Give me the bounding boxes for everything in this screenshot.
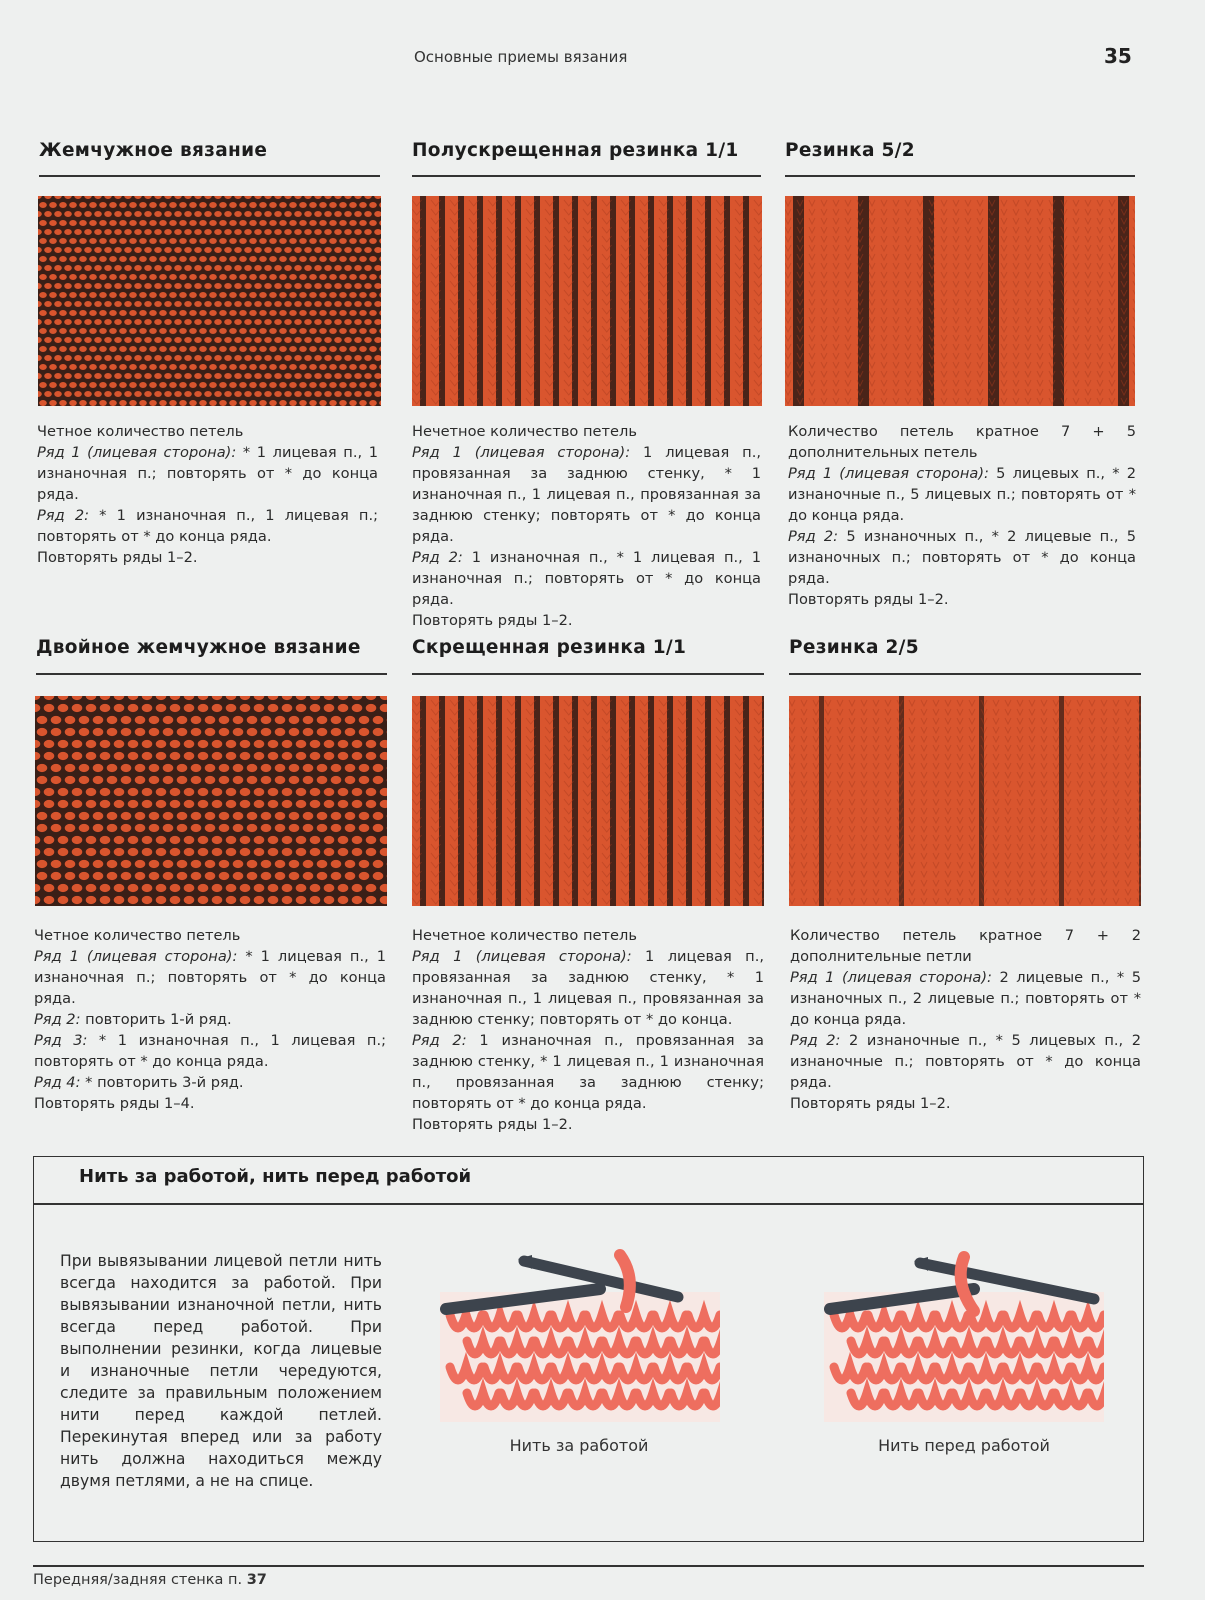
yarn-behind-illustration (440, 1237, 720, 1422)
description-line (412, 547, 761, 610)
yarn-position-box (33, 1156, 1144, 1542)
row-instructions: 5 изнаночных п., * 2 лицевые п., 5 изнаночных п.; повторять от * до конца ряда. (788, 528, 1136, 587)
row-instructions: * 1 изнаночная п., 1 лицевая п.; повторять от * до конца ряда. (34, 1032, 387, 1070)
swatch-texture (38, 196, 381, 406)
swatch-image (412, 196, 762, 406)
row-label: Ряд 2: (412, 549, 463, 566)
row-label: Ряд 1 (лицевая сторона): (34, 948, 238, 965)
description-line (412, 442, 761, 547)
description-line (34, 1009, 386, 1030)
row-label: Ряд 1 (лицевая сторона): (412, 948, 632, 965)
row-label: Ряд 2: (790, 1032, 841, 1049)
row-instructions: * 1 изнаночная п., 1 лицевая п.; повторять от * до конца ряда. (37, 507, 379, 545)
title-rule (39, 175, 380, 177)
title-rule (785, 175, 1135, 177)
pattern-title: Скрещенная резинка 1/1 (412, 637, 687, 658)
pattern-description (790, 925, 1141, 1114)
pattern-title: Резинка 5/2 (785, 140, 915, 161)
row-instructions: 1 лицевая п., провязанная за заднюю стенку, * 1 изнаночная п., 1 лицевая п., провязанная за заднюю стенку; повторять от * до конца. (412, 948, 764, 1028)
description-line: Четное количество петель (34, 927, 241, 944)
description-line (412, 946, 764, 1030)
row-instructions: 1 изнаночная п., провязанная за заднюю стенку, * 1 лицевая п., 1 изнаночная п., провязанная за заднюю стенку; повторять от * до конца ряда. (412, 1032, 764, 1112)
description-line (790, 1030, 1141, 1093)
row-label: Ряд 1 (лицевая сторона): (37, 444, 237, 461)
pattern-description (412, 421, 761, 631)
description-line: Нечетное количество петель (412, 423, 637, 440)
row-label: Ряд 4: (34, 1074, 81, 1091)
swatch-image (35, 696, 387, 906)
pattern-title: Жемчужное вязание (39, 140, 268, 161)
pattern-title: Полускрещенная резинка 1/1 (412, 140, 739, 161)
pattern-description (412, 925, 764, 1135)
box-title: Нить за работой, нить перед работой (79, 1166, 472, 1187)
footer-text: Передняя/задняя стенка п. (33, 1572, 247, 1588)
row-label: Ряд 1 (лицевая сторона): (412, 444, 631, 461)
row-label: Ряд 3: (34, 1032, 88, 1049)
footer-cross-reference (33, 1572, 267, 1588)
row-instructions: 2 лицевые п., * 5 изнаночных п., 2 лицевые п.; повторять от * до конца ряда. (790, 969, 1141, 1028)
row-instructions: повторить 1-й ряд. (80, 1011, 232, 1028)
description-line: Повторять ряды 1–2. (788, 591, 949, 608)
box-rule (34, 1203, 1143, 1205)
description-line (34, 1072, 386, 1093)
pattern-description (34, 925, 386, 1114)
footer-rule (33, 1565, 1144, 1567)
row-instructions: 1 лицевая п., провязанная за заднюю стенку, * 1 изнаночная п., 1 лицевая п., провязанная за заднюю стенку; повторять от * до конца ряда. (412, 444, 761, 545)
row-label: Ряд 1 (лицевая сторона): (788, 465, 989, 482)
yarn-front-illustration (824, 1237, 1104, 1422)
title-rule (412, 175, 761, 177)
description-line: Повторять ряды 1–2. (412, 612, 573, 629)
swatch-image (38, 196, 381, 406)
description-line: Повторять ряды 1–4. (34, 1095, 195, 1112)
row-instructions: 1 изнаночная п., * 1 лицевая п., 1 изнаночная п.; повторять от * до конца ряда. (412, 549, 761, 608)
pattern-description (788, 421, 1136, 610)
row-instructions: 5 лицевых п., * 2 изнаночные п., 5 лицевых п.; повторять от * до конца ряда. (788, 465, 1136, 524)
pattern-description (37, 421, 378, 568)
swatch-image (789, 696, 1141, 906)
title-rule (789, 673, 1141, 675)
description-line (37, 442, 378, 505)
row-label: Ряд 1 (лицевая сторона): (790, 969, 992, 986)
description-line (790, 967, 1141, 1030)
pattern-title: Двойное жемчужное вязание (36, 637, 361, 658)
description-line: Количество петель кратное 7 + 5 дополнительных петель (788, 423, 1136, 461)
description-line: Повторять ряды 1–2. (412, 1116, 573, 1133)
swatch-image (412, 696, 764, 906)
description-line: Повторять ряды 1–2. (790, 1095, 951, 1112)
description-line: Количество петель кратное 7 + 2 дополнительные петли (790, 927, 1141, 965)
description-line (412, 1030, 764, 1114)
description-line (37, 505, 378, 547)
description-line (788, 463, 1136, 526)
description-line: Четное количество петель (37, 423, 244, 440)
row-label: Ряд 2: (37, 507, 90, 524)
swatch-texture (789, 696, 1141, 906)
description-line (34, 946, 386, 1009)
running-head: Основные приемы вязания (414, 48, 628, 66)
box-text: При вывязывании лицевой петли нить всегда находится за работой. При вывязывании изнаночной петли, нить всегда перед работой. При выполнении резинки, когда лицевые и изнаночные петли чередуются, следите за правильным положением нити перед каждой петлей. Перекинутая вперед или за работу нить должна находиться между двумя петлями, а не на спице. (60, 1252, 382, 1490)
description-line: Повторять ряды 1–2. (37, 549, 198, 566)
description-line: Нечетное количество петель (412, 927, 637, 944)
title-rule (412, 673, 764, 675)
row-instructions: * 1 лицевая п., 1 изнаночная п.; повторять от * до конца ряда. (37, 444, 378, 503)
row-label: Ряд 2: (412, 1032, 467, 1049)
caption-yarn-behind: Нить за работой (509, 1436, 649, 1455)
row-label: Ряд 2: (34, 1011, 81, 1028)
row-label: Ряд 2: (788, 528, 839, 545)
pattern-title: Резинка 2/5 (789, 637, 919, 658)
description-line (34, 1030, 386, 1072)
page-number: 35 (1104, 44, 1132, 68)
swatch-texture (785, 196, 1135, 406)
swatch-texture (412, 196, 762, 406)
row-instructions: 2 изнаночные п., * 5 лицевых п., 2 изнаночные п.; повторять от * до конца ряда. (790, 1032, 1141, 1091)
swatch-texture (412, 696, 764, 906)
footer-page-ref[interactable]: 37 (246, 1572, 267, 1588)
swatch-image (785, 196, 1135, 406)
description-line (788, 526, 1136, 589)
caption-yarn-front: Нить перед работой (878, 1436, 1050, 1455)
title-rule (36, 673, 387, 675)
row-instructions: * повторить 3-й ряд. (80, 1074, 244, 1091)
row-instructions: * 1 лицевая п., 1 изнаночная п.; повторять от * до конца ряда. (34, 948, 386, 1007)
swatch-texture (35, 696, 387, 906)
